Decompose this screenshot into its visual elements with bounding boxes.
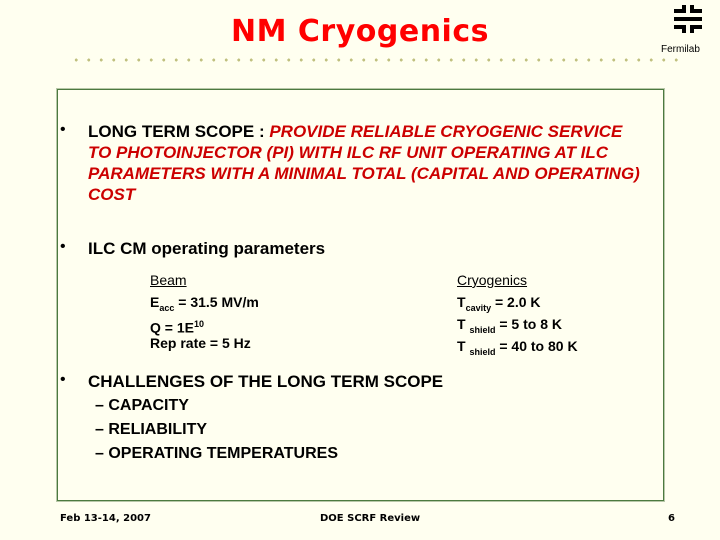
- t-shield-line-1: T $_{shield}$ = 5 to 8 K: [457, 315, 562, 335]
- scope-label: LONG TERM SCOPE :: [88, 122, 270, 141]
- eacc-line: $E_{acc} = 31.5$ MV/m: [150, 294, 259, 313]
- bullet-text: CHALLENGES OF THE LONG TERM SCOPE: [88, 372, 444, 391]
- rep-rate-line: Rep rate = 5 Hz: [150, 335, 251, 352]
- scope-text: PROVIDE RELIABLE CRYOGENIC SERVICE TO PHOTOINJECTOR (PI) WITH ILC RF UNIT OPERATING AT ILC PARAMETERS WITH A MINIMAL TOTAL (CAPITAL AND OPERATING) COST: [88, 122, 640, 204]
- bullet-dot: •: [60, 121, 66, 138]
- t-cavity-line: $T_{cavity} = 2.0$ K: [457, 294, 541, 313]
- title-dotted-rule: [70, 58, 680, 62]
- beam-column: [150, 272, 259, 351]
- footer-event: DOE SCRF Review: [320, 513, 421, 524]
- t-shield-line-2: T $_{shield}$ = 40 to 80 K: [457, 337, 578, 357]
- beam-heading: Beam: [150, 272, 187, 288]
- footer-date: Feb 13-14, 2007: [60, 513, 151, 524]
- list-item: – RELIABILITY: [95, 421, 208, 438]
- fermilab-logo-icon: [671, 2, 705, 36]
- q-line: $Q = 1E^{10}$: [150, 318, 204, 336]
- cryogenics-heading: Cryogenics: [457, 272, 528, 288]
- cryogenics-column: [457, 272, 578, 359]
- slide-title: NM Cryogenics: [231, 14, 489, 49]
- challenges-list: [95, 394, 338, 466]
- list-item: – OPERATING TEMPERATURES: [95, 445, 338, 462]
- bullet-text: ILC CM operating parameters: [88, 239, 326, 258]
- bullet-dot: •: [60, 238, 66, 255]
- logo-text: Fermilab: [661, 44, 700, 55]
- bullet-text: [88, 121, 648, 205]
- footer-page-number: 6: [668, 513, 675, 524]
- bullet-dot: •: [60, 371, 66, 388]
- list-item: – CAPACITY: [95, 397, 189, 414]
